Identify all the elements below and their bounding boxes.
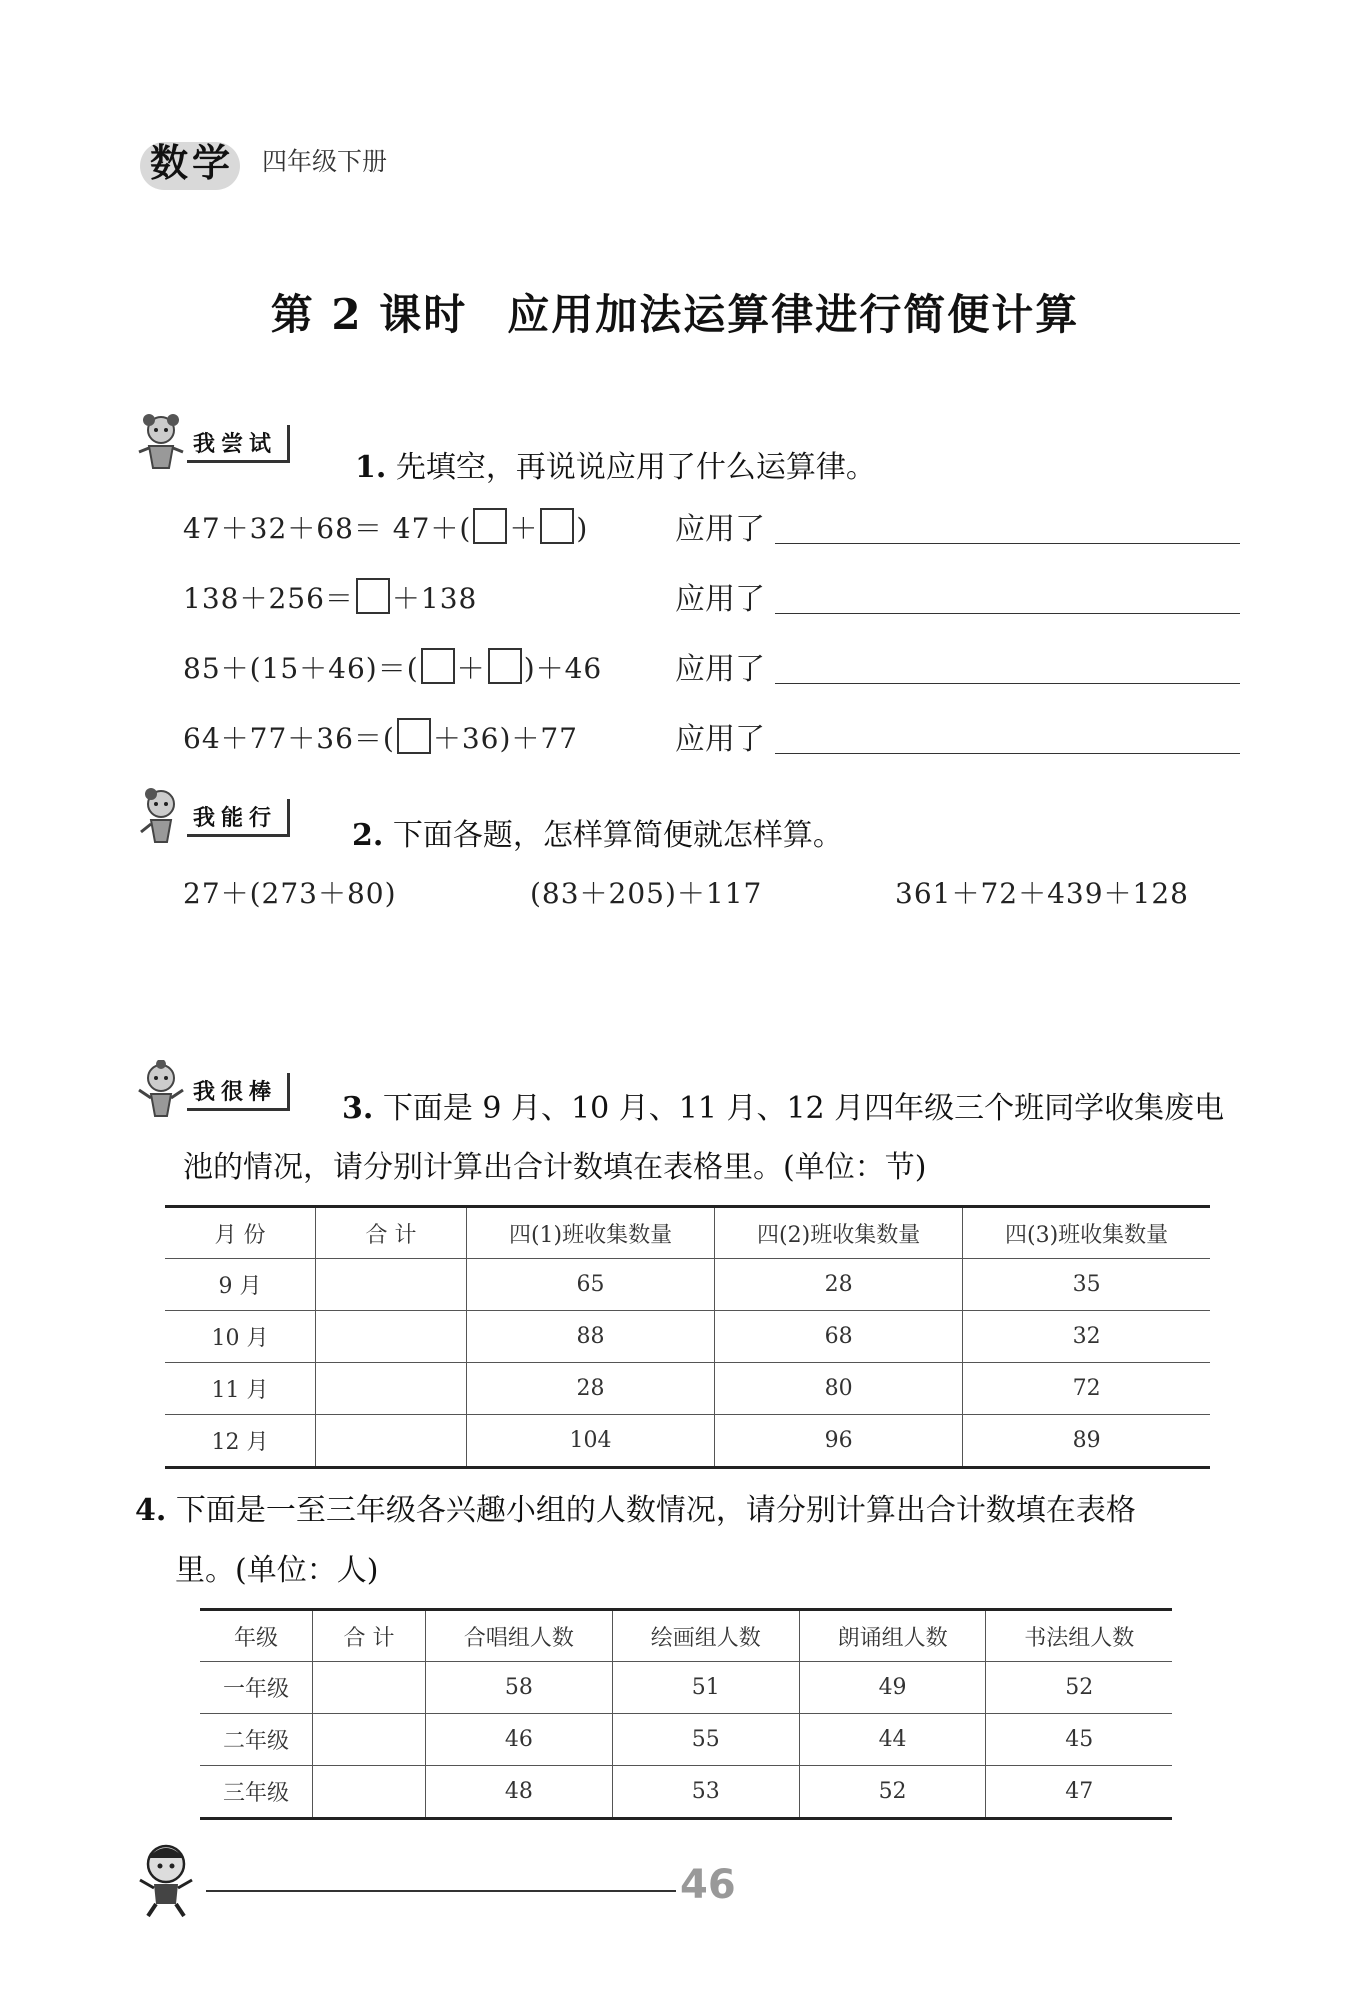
q1-row-4: [183, 717, 578, 757]
value-cell: 47: [986, 1766, 1172, 1819]
q3-header-month: 月 份: [165, 1207, 316, 1259]
q1-prompt: [355, 442, 876, 486]
lesson-title: [0, 282, 1350, 342]
q2-prompt: [352, 810, 843, 854]
q3-number: 3.: [342, 1091, 374, 1126]
q1-row-3: [183, 647, 602, 687]
total-answer-cell[interactable]: [313, 1662, 426, 1714]
table-row: [200, 1714, 1172, 1766]
q3-header-class-2: 四(2)班收集数量: [715, 1207, 963, 1259]
q1-row-3-part-b: ＋: [456, 652, 486, 685]
value-cell: 55: [612, 1714, 799, 1766]
page-number: 46: [680, 1862, 736, 1908]
value-cell: 52: [799, 1766, 986, 1819]
month-cell: 11 月: [165, 1363, 316, 1415]
total-answer-cell[interactable]: [313, 1766, 426, 1819]
q4-header-drawing: 绘画组人数: [612, 1610, 799, 1662]
q1-row-3-part-c: )＋46: [523, 652, 603, 685]
month-cell: 10 月: [165, 1311, 316, 1363]
answer-box[interactable]: [421, 648, 455, 684]
q2-expr-3: 361＋72＋439＋128: [895, 877, 1189, 910]
value-cell: 48: [426, 1766, 613, 1819]
q3-prompt-line-1: [342, 1083, 1224, 1127]
lesson-number: 第 2 课时: [270, 290, 468, 339]
q4-header-calligraphy: 书法组人数: [986, 1610, 1172, 1662]
value-cell: 104: [467, 1415, 715, 1468]
answer-box[interactable]: [473, 508, 507, 544]
total-answer-cell[interactable]: [316, 1311, 467, 1363]
answer-box[interactable]: [540, 508, 574, 544]
header-subject: 数学: [150, 141, 235, 185]
value-cell: 32: [963, 1311, 1210, 1363]
q1-badge-label: 我尝试: [187, 425, 290, 463]
q1-badge: [135, 412, 290, 476]
q4-table: [200, 1608, 1172, 1820]
q2-badge-label: 我能行: [187, 799, 290, 837]
table-row: [165, 1259, 1210, 1311]
q1-row-3-part-a: 85＋(15＋46)＝(: [183, 652, 419, 685]
value-cell: 96: [715, 1415, 963, 1468]
grade-cell: 三年级: [200, 1766, 313, 1819]
q1-row-1-applied: 应用了: [675, 512, 765, 547]
total-answer-cell[interactable]: [316, 1363, 467, 1415]
table-row: [165, 1363, 1210, 1415]
q3-header-total: 合 计: [316, 1207, 467, 1259]
q3-badge: [135, 1060, 290, 1124]
value-cell: 58: [426, 1662, 613, 1714]
value-cell: 65: [467, 1259, 715, 1311]
value-cell: 28: [467, 1363, 715, 1415]
value-cell: 46: [426, 1714, 613, 1766]
q1-row-4-answer-line[interactable]: [775, 753, 1240, 754]
q1-row-4-part-b: ＋36)＋77: [432, 722, 578, 755]
header-grade: 四年级下册: [262, 147, 388, 176]
value-cell: 51: [612, 1662, 799, 1714]
value-cell: 49: [799, 1662, 986, 1714]
girl-mascot-icon: [135, 1060, 187, 1124]
total-answer-cell[interactable]: [316, 1415, 467, 1468]
q1-row-1-part-a: 47＋32＋68＝ 47＋(: [183, 512, 472, 545]
q3-table-header-row: [165, 1207, 1210, 1259]
q4-text-line-1: 下面是一至三年级各兴趣小组的人数情况，请分别计算出合计数填在表格: [175, 1493, 1136, 1528]
q1-row-2-part-b: ＋138: [391, 582, 478, 615]
value-cell: 52: [986, 1662, 1172, 1714]
value-cell: 72: [963, 1363, 1210, 1415]
q1-row-2: [183, 577, 477, 617]
q1-row-1: [183, 507, 588, 547]
q2-expr-2: (83＋205)＋117: [530, 877, 763, 910]
value-cell: 53: [612, 1766, 799, 1819]
value-cell: 45: [986, 1714, 1172, 1766]
q4-header-total: 合 计: [313, 1610, 426, 1662]
q3-table: [165, 1205, 1210, 1469]
table-row: [165, 1415, 1210, 1468]
q3-header-class-1: 四(1)班收集数量: [467, 1207, 715, 1259]
q2-text: 下面各题，怎样算简便就怎样算。: [392, 818, 843, 853]
grade-cell: 二年级: [200, 1714, 313, 1766]
footer-rule: [206, 1890, 676, 1892]
q4-number: 4.: [135, 1493, 167, 1528]
table-row: [200, 1766, 1172, 1819]
month-cell: 12 月: [165, 1415, 316, 1468]
lesson-title-text: 应用加法运算律进行简便计算: [507, 290, 1080, 339]
q4-prompt-line-1: [135, 1485, 1136, 1529]
q1-row-4-part-a: 64＋77＋36＝(: [183, 722, 395, 755]
q1-row-1-part-b: ＋: [509, 512, 539, 545]
q4-header-grade: 年级: [200, 1610, 313, 1662]
value-cell: 88: [467, 1311, 715, 1363]
q3-prompt-line-2: 池的情况，请分别计算出合计数填在表格里。(单位：节): [183, 1150, 927, 1185]
q2-badge: [135, 786, 290, 850]
total-answer-cell[interactable]: [316, 1259, 467, 1311]
q4-header-choir: 合唱组人数: [426, 1610, 613, 1662]
q3-badge-label: 我很棒: [187, 1073, 290, 1111]
total-answer-cell[interactable]: [313, 1714, 426, 1766]
girl-mascot-icon: [135, 412, 187, 476]
q3-header-class-3: 四(3)班收集数量: [963, 1207, 1210, 1259]
value-cell: 89: [963, 1415, 1210, 1468]
q1-number: 1.: [355, 450, 387, 485]
q1-row-2-applied: 应用了: [675, 582, 765, 617]
value-cell: 28: [715, 1259, 963, 1311]
answer-box[interactable]: [488, 648, 522, 684]
q4-table-header-row: [200, 1610, 1172, 1662]
answer-box[interactable]: [356, 578, 390, 614]
q2-expr-1: 27＋(273＋80): [183, 877, 397, 910]
table-row: [200, 1662, 1172, 1714]
boy-mascot-icon: [132, 1840, 204, 1920]
q1-row-2-part-a: 138＋256＝: [183, 582, 354, 615]
answer-box[interactable]: [397, 718, 431, 754]
q1-row-2-answer-line[interactable]: [775, 613, 1240, 614]
q1-text: 先填空，再说说应用了什么运算律。: [395, 450, 876, 485]
value-cell: 44: [799, 1714, 986, 1766]
table-row: [165, 1311, 1210, 1363]
q1-row-3-answer-line[interactable]: [775, 683, 1240, 684]
q4-prompt-line-2: 里。(单位：人): [175, 1553, 379, 1588]
value-cell: 80: [715, 1363, 963, 1415]
q1-row-3-applied: 应用了: [675, 652, 765, 687]
q1-row-1-answer-line[interactable]: [775, 543, 1240, 544]
month-cell: 9 月: [165, 1259, 316, 1311]
girl-mascot-icon: [135, 786, 187, 850]
value-cell: 35: [963, 1259, 1210, 1311]
q4-header-recitation: 朗诵组人数: [799, 1610, 986, 1662]
q1-row-1-part-c: ): [576, 512, 589, 545]
grade-cell: 一年级: [200, 1662, 313, 1714]
q3-text-line-1: 下面是 9 月、10 月、11 月、12 月四年级三个班同学收集废电: [382, 1091, 1225, 1126]
q1-row-4-applied: 应用了: [675, 722, 765, 757]
value-cell: 68: [715, 1311, 963, 1363]
q2-number: 2.: [352, 818, 384, 853]
